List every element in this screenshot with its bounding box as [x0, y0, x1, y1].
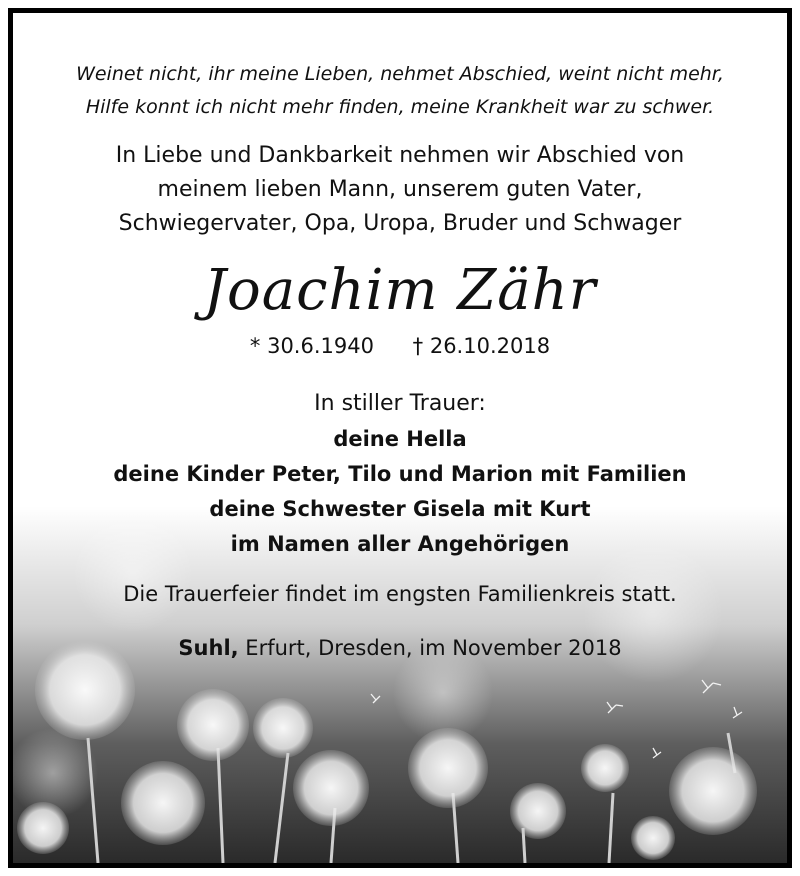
death-date: † 26.10.2018: [412, 334, 551, 358]
place-primary: Suhl,: [178, 636, 239, 660]
place-and-date: [13, 632, 787, 664]
mourner-line: deine Schwester Gisela mit Kurt: [209, 497, 591, 521]
farewell-intro: [13, 139, 787, 241]
mourner-line: deine Hella: [333, 427, 467, 451]
verse-line: Hilfe konnt ich nicht mehr finden, meine Krankheit war zu schwer.: [85, 96, 715, 118]
mourning-label: In stiller Trauer:: [314, 391, 486, 416]
place-rest: Erfurt, Dresden, im November 2018: [238, 636, 622, 660]
deceased-name: Joachim Zähr: [203, 258, 597, 323]
funeral-note: Die Trauerfeier findet im engsten Familienkreis statt.: [123, 582, 677, 606]
intro-line: In Liebe und Dankbarkeit nehmen wir Abschied von: [115, 143, 685, 168]
intro-line: meinem lieben Mann, unserem guten Vater,: [157, 177, 643, 202]
intro-line: Schwiegervater, Opa, Uropa, Bruder und Schwager: [118, 211, 682, 236]
birth-date: * 30.6.1940: [249, 334, 374, 358]
mourner-line: deine Kinder Peter, Tilo und Marion mit Familien: [113, 462, 687, 486]
verse-line: Weinet nicht, ihr meine Lieben, nehmet Abschied, weint nicht mehr,: [76, 63, 724, 85]
life-dates: [13, 331, 787, 361]
obituary-notice: [8, 8, 792, 868]
mourners-list: [13, 422, 787, 562]
memorial-verse: [13, 58, 787, 124]
mourner-line: im Namen aller Angehörigen: [230, 532, 570, 556]
